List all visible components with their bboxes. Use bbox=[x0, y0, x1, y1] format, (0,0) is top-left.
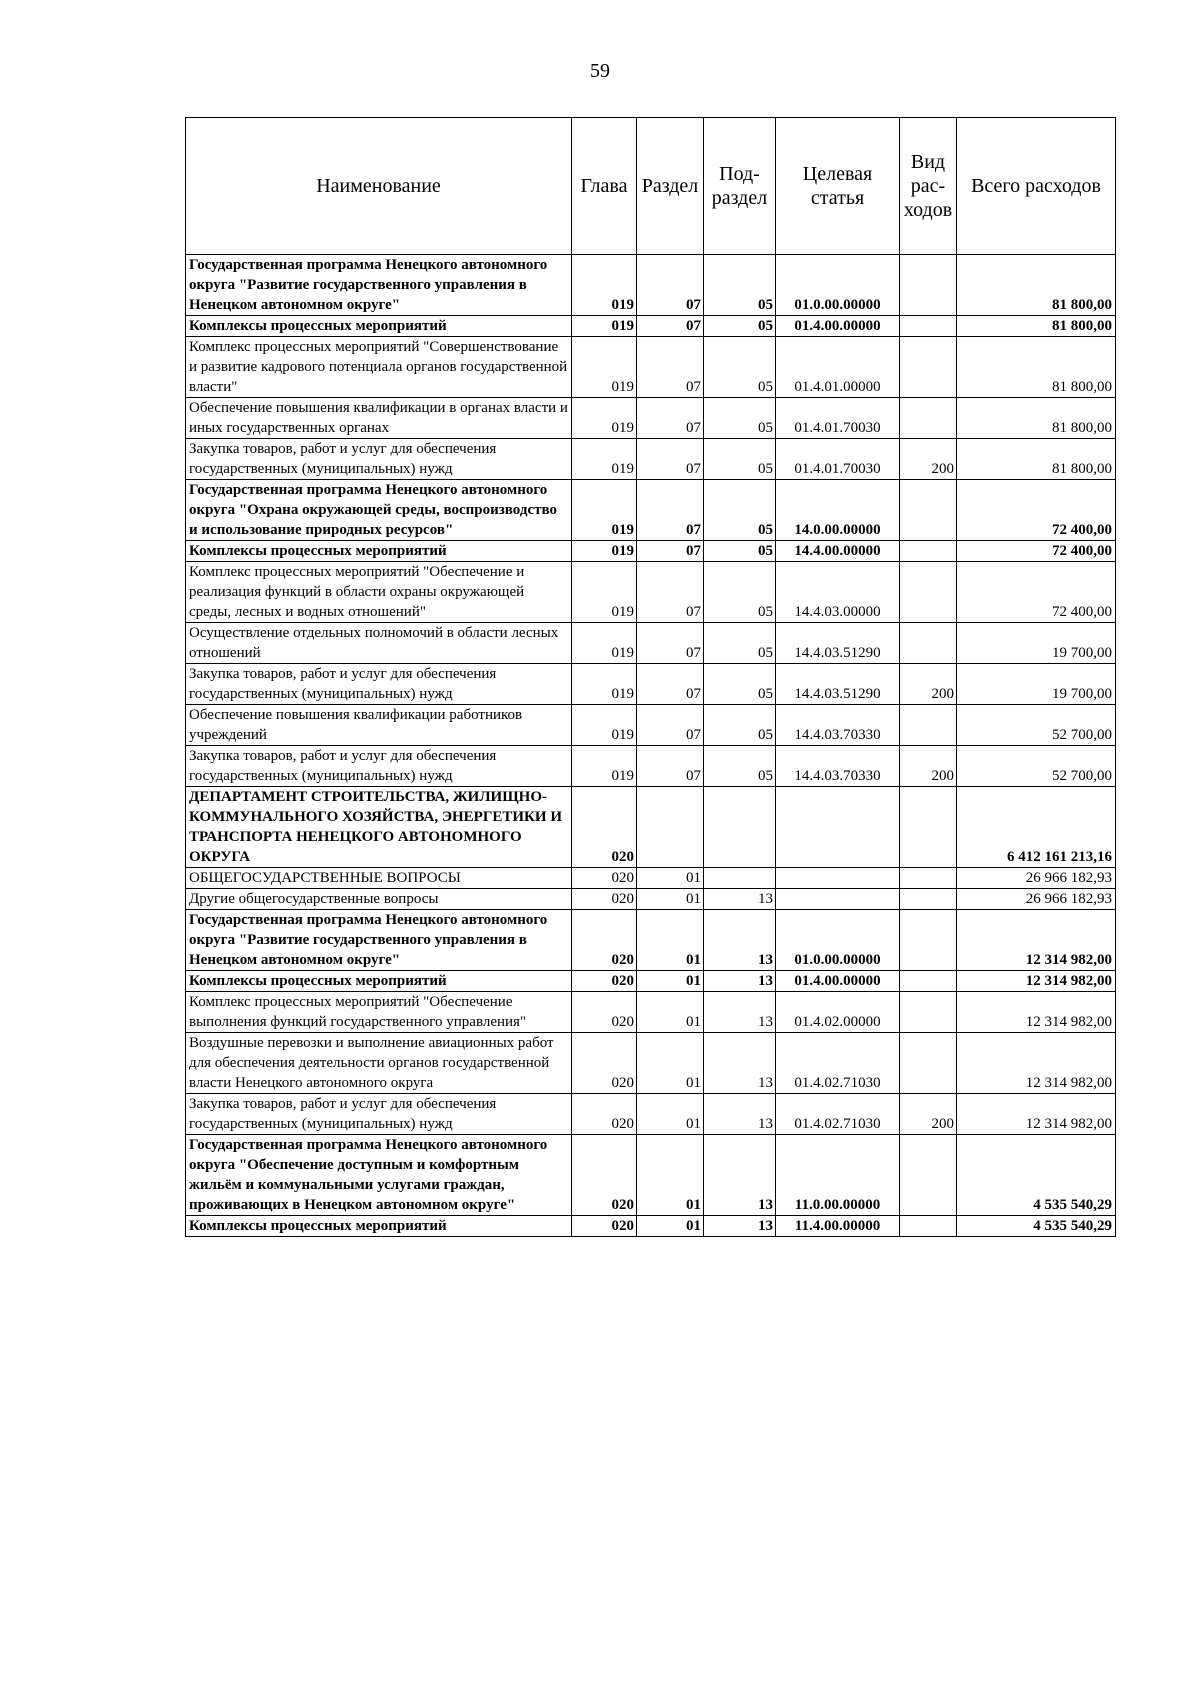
cell-target-article: 01.4.01.70030 bbox=[776, 439, 900, 480]
cell-expense-type bbox=[900, 255, 957, 316]
cell-subsection: 05 bbox=[704, 664, 776, 705]
cell-target-article: 14.0.00.00000 bbox=[776, 480, 900, 541]
cell-section: 07 bbox=[637, 541, 704, 562]
cell-subsection: 05 bbox=[704, 337, 776, 398]
table-row bbox=[186, 664, 1116, 705]
cell-total: 12 314 982,00 bbox=[957, 910, 1116, 971]
cell-expense-type bbox=[900, 992, 957, 1033]
cell-total: 81 800,00 bbox=[957, 255, 1116, 316]
cell-subsection: 13 bbox=[704, 1216, 776, 1237]
table-row bbox=[186, 1033, 1116, 1094]
table-header-row bbox=[186, 118, 1116, 255]
cell-name: Государственная программа Ненецкого автономного округа "Обеспечение доступным и комфортным жильём и коммунальными услугами граждан, проживающих в Ненецком автономном округе" bbox=[186, 1135, 572, 1216]
cell-section: 07 bbox=[637, 337, 704, 398]
cell-total: 72 400,00 bbox=[957, 541, 1116, 562]
cell-section: 07 bbox=[637, 746, 704, 787]
table-row bbox=[186, 255, 1116, 316]
cell-chapter: 019 bbox=[572, 316, 637, 337]
cell-name: Государственная программа Ненецкого автономного округа "Развитие государственного управления в Ненецком автономном округе" bbox=[186, 910, 572, 971]
cell-name: Комплексы процессных мероприятий bbox=[186, 1216, 572, 1237]
cell-target-article: 14.4.03.70330 bbox=[776, 746, 900, 787]
cell-name: ДЕПАРТАМЕНТ СТРОИТЕЛЬСТВА, ЖИЛИЩНО-КОММУНАЛЬНОГО ХОЗЯЙСТВА, ЭНЕРГЕТИКИ И ТРАНСПОРТА НЕНЕЦКОГО АВТОНОМНОГО ОКРУГА bbox=[186, 787, 572, 868]
cell-target-article: 01.4.00.00000 bbox=[776, 316, 900, 337]
cell-target-article: 14.4.00.00000 bbox=[776, 541, 900, 562]
cell-target-article: 14.4.03.70330 bbox=[776, 705, 900, 746]
cell-target-article: 14.4.03.51290 bbox=[776, 664, 900, 705]
cell-section: 01 bbox=[637, 1094, 704, 1135]
table-row bbox=[186, 910, 1116, 971]
cell-subsection: 13 bbox=[704, 910, 776, 971]
cell-chapter: 019 bbox=[572, 664, 637, 705]
cell-section: 01 bbox=[637, 868, 704, 889]
cell-expense-type bbox=[900, 1135, 957, 1216]
cell-section: 01 bbox=[637, 1033, 704, 1094]
cell-subsection: 13 bbox=[704, 1033, 776, 1094]
cell-section: 07 bbox=[637, 705, 704, 746]
cell-name: Комплекс процессных мероприятий "Обеспечение и реализация функций в области охраны окружающей среды, лесных и водных отношений" bbox=[186, 562, 572, 623]
cell-section: 01 bbox=[637, 889, 704, 910]
table-row bbox=[186, 1216, 1116, 1237]
cell-subsection: 13 bbox=[704, 1094, 776, 1135]
cell-subsection: 05 bbox=[704, 398, 776, 439]
cell-name: Комплексы процессных мероприятий bbox=[186, 541, 572, 562]
cell-expense-type bbox=[900, 623, 957, 664]
cell-section: 07 bbox=[637, 439, 704, 480]
cell-expense-type bbox=[900, 398, 957, 439]
cell-target-article: 01.4.00.00000 bbox=[776, 971, 900, 992]
cell-target-article: 01.4.01.00000 bbox=[776, 337, 900, 398]
cell-section: 01 bbox=[637, 971, 704, 992]
cell-subsection: 05 bbox=[704, 480, 776, 541]
cell-total: 52 700,00 bbox=[957, 746, 1116, 787]
cell-name: Закупка товаров, работ и услуг для обеспечения государственных (муниципальных) нужд bbox=[186, 746, 572, 787]
cell-expense-type bbox=[900, 889, 957, 910]
budget-table bbox=[185, 117, 1116, 1237]
cell-subsection: 05 bbox=[704, 541, 776, 562]
header-section: Раздел bbox=[637, 118, 704, 255]
page-number: 59 bbox=[590, 60, 610, 82]
cell-subsection: 05 bbox=[704, 623, 776, 664]
cell-section: 07 bbox=[637, 562, 704, 623]
cell-section bbox=[637, 787, 704, 868]
cell-name: Осуществление отдельных полномочий в области лесных отношений bbox=[186, 623, 572, 664]
cell-name: Государственная программа Ненецкого автономного округа "Развитие государственного управления в Ненецком автономном округе" bbox=[186, 255, 572, 316]
cell-expense-type bbox=[900, 971, 957, 992]
cell-chapter: 020 bbox=[572, 992, 637, 1033]
table-row bbox=[186, 316, 1116, 337]
cell-target-article: 01.4.01.70030 bbox=[776, 398, 900, 439]
cell-chapter: 020 bbox=[572, 889, 637, 910]
cell-expense-type: 200 bbox=[900, 1094, 957, 1135]
cell-section: 07 bbox=[637, 316, 704, 337]
cell-chapter: 020 bbox=[572, 910, 637, 971]
cell-name: ОБЩЕГОСУДАРСТВЕННЫЕ ВОПРОСЫ bbox=[186, 868, 572, 889]
cell-name: Обеспечение повышения квалификации работников учреждений bbox=[186, 705, 572, 746]
header-subsection: Под- раздел bbox=[704, 118, 776, 255]
cell-subsection: 13 bbox=[704, 889, 776, 910]
cell-chapter: 019 bbox=[572, 398, 637, 439]
cell-chapter: 020 bbox=[572, 787, 637, 868]
table-row bbox=[186, 992, 1116, 1033]
cell-total: 6 412 161 213,16 bbox=[957, 787, 1116, 868]
table-row bbox=[186, 439, 1116, 480]
cell-target-article bbox=[776, 868, 900, 889]
cell-subsection: 05 bbox=[704, 705, 776, 746]
cell-name: Другие общегосударственные вопросы bbox=[186, 889, 572, 910]
cell-chapter: 019 bbox=[572, 746, 637, 787]
cell-target-article: 14.4.03.00000 bbox=[776, 562, 900, 623]
cell-subsection bbox=[704, 787, 776, 868]
cell-expense-type bbox=[900, 1216, 957, 1237]
cell-subsection: 13 bbox=[704, 971, 776, 992]
cell-total: 4 535 540,29 bbox=[957, 1135, 1116, 1216]
cell-name: Обеспечение повышения квалификации в органах власти и иных государственных органах bbox=[186, 398, 572, 439]
cell-total: 19 700,00 bbox=[957, 623, 1116, 664]
cell-target-article: 01.4.02.00000 bbox=[776, 992, 900, 1033]
cell-total: 4 535 540,29 bbox=[957, 1216, 1116, 1237]
table-row bbox=[186, 889, 1116, 910]
header-total: Всего расходов bbox=[957, 118, 1116, 255]
cell-target-article: 11.0.00.00000 bbox=[776, 1135, 900, 1216]
cell-target-article: 01.0.00.00000 bbox=[776, 255, 900, 316]
cell-name: Комплексы процессных мероприятий bbox=[186, 971, 572, 992]
cell-section: 01 bbox=[637, 910, 704, 971]
cell-expense-type: 200 bbox=[900, 746, 957, 787]
cell-subsection bbox=[704, 868, 776, 889]
header-expense-type: Вид рас- ходов bbox=[900, 118, 957, 255]
cell-total: 81 800,00 bbox=[957, 337, 1116, 398]
cell-subsection: 13 bbox=[704, 992, 776, 1033]
cell-total: 81 800,00 bbox=[957, 439, 1116, 480]
cell-name: Комплекс процессных мероприятий "Обеспечение выполнения функций государственного управления" bbox=[186, 992, 572, 1033]
cell-expense-type: 200 bbox=[900, 664, 957, 705]
cell-total: 52 700,00 bbox=[957, 705, 1116, 746]
table-row bbox=[186, 562, 1116, 623]
cell-expense-type bbox=[900, 316, 957, 337]
cell-chapter: 019 bbox=[572, 480, 637, 541]
table-row bbox=[186, 623, 1116, 664]
table-row bbox=[186, 398, 1116, 439]
cell-subsection: 05 bbox=[704, 439, 776, 480]
cell-total: 72 400,00 bbox=[957, 562, 1116, 623]
cell-total: 12 314 982,00 bbox=[957, 1094, 1116, 1135]
cell-expense-type bbox=[900, 337, 957, 398]
header-name: Наименование bbox=[186, 118, 572, 255]
cell-section: 07 bbox=[637, 664, 704, 705]
cell-total: 12 314 982,00 bbox=[957, 992, 1116, 1033]
cell-subsection: 05 bbox=[704, 746, 776, 787]
cell-total: 19 700,00 bbox=[957, 664, 1116, 705]
cell-subsection: 05 bbox=[704, 255, 776, 316]
cell-name: Государственная программа Ненецкого автономного округа "Охрана окружающей среды, воспроизводство и использование природных ресурсов" bbox=[186, 480, 572, 541]
cell-expense-type bbox=[900, 480, 957, 541]
table-row bbox=[186, 787, 1116, 868]
cell-total: 26 966 182,93 bbox=[957, 868, 1116, 889]
cell-target-article bbox=[776, 889, 900, 910]
cell-total: 26 966 182,93 bbox=[957, 889, 1116, 910]
cell-name: Закупка товаров, работ и услуг для обеспечения государственных (муниципальных) нужд bbox=[186, 664, 572, 705]
table-row bbox=[186, 480, 1116, 541]
cell-name: Комплекс процессных мероприятий "Совершенствование и развитие кадрового потенциала органов государственной власти" bbox=[186, 337, 572, 398]
table-row bbox=[186, 971, 1116, 992]
table-row bbox=[186, 541, 1116, 562]
cell-target-article: 01.4.02.71030 bbox=[776, 1094, 900, 1135]
cell-chapter: 019 bbox=[572, 623, 637, 664]
cell-expense-type bbox=[900, 562, 957, 623]
cell-section: 01 bbox=[637, 1135, 704, 1216]
cell-expense-type bbox=[900, 541, 957, 562]
cell-target-article: 14.4.03.51290 bbox=[776, 623, 900, 664]
cell-total: 72 400,00 bbox=[957, 480, 1116, 541]
cell-name: Комплексы процессных мероприятий bbox=[186, 316, 572, 337]
cell-section: 07 bbox=[637, 623, 704, 664]
cell-name: Закупка товаров, работ и услуг для обеспечения государственных (муниципальных) нужд bbox=[186, 1094, 572, 1135]
table-row bbox=[186, 1094, 1116, 1135]
cell-target-article bbox=[776, 787, 900, 868]
cell-chapter: 019 bbox=[572, 439, 637, 480]
cell-chapter: 019 bbox=[572, 337, 637, 398]
cell-section: 01 bbox=[637, 992, 704, 1033]
cell-section: 07 bbox=[637, 255, 704, 316]
table-row bbox=[186, 705, 1116, 746]
header-target-article: Целевая статья bbox=[776, 118, 900, 255]
cell-total: 12 314 982,00 bbox=[957, 971, 1116, 992]
cell-chapter: 020 bbox=[572, 1135, 637, 1216]
cell-total: 12 314 982,00 bbox=[957, 1033, 1116, 1094]
cell-name: Закупка товаров, работ и услуг для обеспечения государственных (муниципальных) нужд bbox=[186, 439, 572, 480]
cell-target-article: 01.0.00.00000 bbox=[776, 910, 900, 971]
cell-total: 81 800,00 bbox=[957, 316, 1116, 337]
cell-chapter: 019 bbox=[572, 541, 637, 562]
cell-target-article: 11.4.00.00000 bbox=[776, 1216, 900, 1237]
cell-chapter: 020 bbox=[572, 1216, 637, 1237]
cell-chapter: 020 bbox=[572, 971, 637, 992]
cell-section: 07 bbox=[637, 398, 704, 439]
cell-expense-type bbox=[900, 705, 957, 746]
cell-chapter: 020 bbox=[572, 1033, 637, 1094]
table-row bbox=[186, 337, 1116, 398]
cell-expense-type bbox=[900, 868, 957, 889]
header-chapter: Глава bbox=[572, 118, 637, 255]
cell-section: 01 bbox=[637, 1216, 704, 1237]
cell-expense-type: 200 bbox=[900, 439, 957, 480]
table-body bbox=[186, 255, 1116, 1237]
cell-chapter: 019 bbox=[572, 255, 637, 316]
cell-expense-type bbox=[900, 787, 957, 868]
cell-expense-type bbox=[900, 910, 957, 971]
cell-chapter: 020 bbox=[572, 868, 637, 889]
table-row bbox=[186, 868, 1116, 889]
cell-chapter: 019 bbox=[572, 705, 637, 746]
cell-target-article: 01.4.02.71030 bbox=[776, 1033, 900, 1094]
cell-subsection: 13 bbox=[704, 1135, 776, 1216]
cell-subsection: 05 bbox=[704, 562, 776, 623]
cell-chapter: 019 bbox=[572, 562, 637, 623]
cell-expense-type bbox=[900, 1033, 957, 1094]
table-row bbox=[186, 1135, 1116, 1216]
cell-chapter: 020 bbox=[572, 1094, 637, 1135]
cell-subsection: 05 bbox=[704, 316, 776, 337]
table-row bbox=[186, 746, 1116, 787]
cell-name: Воздушные перевозки и выполнение авиационных работ для обеспечения деятельности органов государственной власти Ненецкого автономного округа bbox=[186, 1033, 572, 1094]
cell-section: 07 bbox=[637, 480, 704, 541]
cell-total: 81 800,00 bbox=[957, 398, 1116, 439]
